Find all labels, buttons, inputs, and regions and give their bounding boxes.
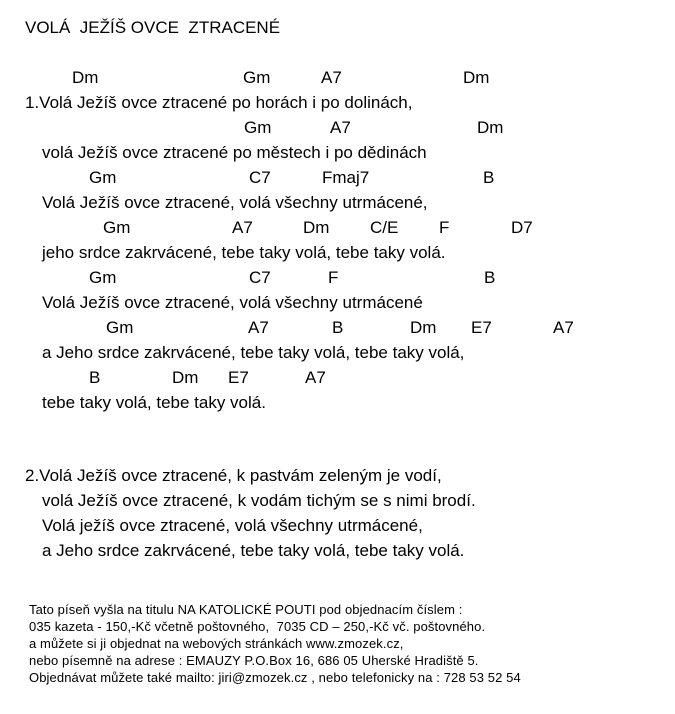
- footer-line: a můžete si ji objednat na webových stránkách www.zmozek.cz,: [29, 636, 404, 651]
- chord: E7: [471, 318, 492, 337]
- lyric-line: a Jeho srdce zakrvácené, tebe taky volá, tebe taky volá,: [42, 343, 465, 362]
- chord: Gm: [89, 268, 117, 287]
- chord: B: [483, 168, 495, 187]
- chord: C7: [249, 168, 271, 187]
- footer-line: nebo písemně na adrese : EMAUZY P.O.Box 16, 686 05 Uherské Hradiště 5.: [29, 653, 479, 668]
- chord: Dm: [463, 68, 490, 87]
- lyric-line: tebe taky volá, tebe taky volá.: [42, 393, 266, 412]
- chord: A7: [305, 368, 326, 387]
- chord: A7: [330, 118, 351, 137]
- lyric-line: jeho srdce zakrvácené, tebe taky volá, tebe taky volá.: [42, 243, 446, 262]
- chord: A7: [248, 318, 269, 337]
- lyric-line: volá Ježíš ovce ztracené po městech i po dědinách: [42, 143, 427, 162]
- chord: Gm: [89, 168, 117, 187]
- chord: Gm: [103, 218, 131, 237]
- song-title: VOLÁ JEŽÍŠ OVCE ZTRACENÉ: [25, 18, 281, 37]
- lyric-line: volá Ježíš ovce ztracené, k vodám tichým se s nimi brodí.: [42, 491, 476, 510]
- chord: Gm: [106, 318, 134, 337]
- chord: Dm: [72, 68, 99, 87]
- lyric-line: a Jeho srdce zakrvácené, tebe taky volá, tebe taky volá.: [42, 541, 465, 560]
- lyric-line: Volá ježíš ovce ztracené, volá všechny utrmácené,: [42, 516, 423, 535]
- chord: Gm: [243, 68, 271, 87]
- footer-line: Tato píseň vyšla na titulu NA KATOLICKÉ POUTI pod objednacím číslem :: [29, 602, 463, 617]
- chord: Gm: [244, 118, 272, 137]
- chord: B: [89, 368, 101, 387]
- chord: E7: [228, 368, 249, 387]
- chord: D7: [511, 218, 533, 237]
- chord: A7: [553, 318, 574, 337]
- lyric-line: Volá Ježíš ovce ztracené, volá všechny utrmácené: [42, 293, 423, 312]
- chord: F: [328, 268, 339, 287]
- lyric-line: 1.Volá Ježíš ovce ztracené po horách i po dolinách,: [25, 93, 413, 112]
- chord: Fmaj7: [322, 168, 370, 187]
- lyric-line: Volá Ježíš ovce ztracené, volá všechny utrmácené,: [42, 193, 428, 212]
- chord: A7: [321, 68, 342, 87]
- chord: C7: [249, 268, 271, 287]
- chord: B: [484, 268, 496, 287]
- chord: Dm: [303, 218, 330, 237]
- chord: Dm: [410, 318, 437, 337]
- chord: Dm: [477, 118, 504, 137]
- lyric-line: 2.Volá Ježíš ovce ztracené, k pastvám zeleným je vodí,: [25, 466, 442, 485]
- chord: A7: [232, 218, 253, 237]
- chord: Dm: [172, 368, 199, 387]
- footer-line: Objednávat můžete také mailto: jiri@zmozek.cz , nebo telefonicky na : 728 53 52 54: [29, 670, 521, 685]
- footer-line: 035 kazeta - 150,-Kč včetně poštovného, 7035 CD – 250,-Kč vč. poštovného.: [29, 619, 486, 634]
- chord: C/E: [370, 218, 399, 237]
- chord: F: [439, 218, 450, 237]
- order-info: [29, 601, 669, 686]
- chord: B: [332, 318, 344, 337]
